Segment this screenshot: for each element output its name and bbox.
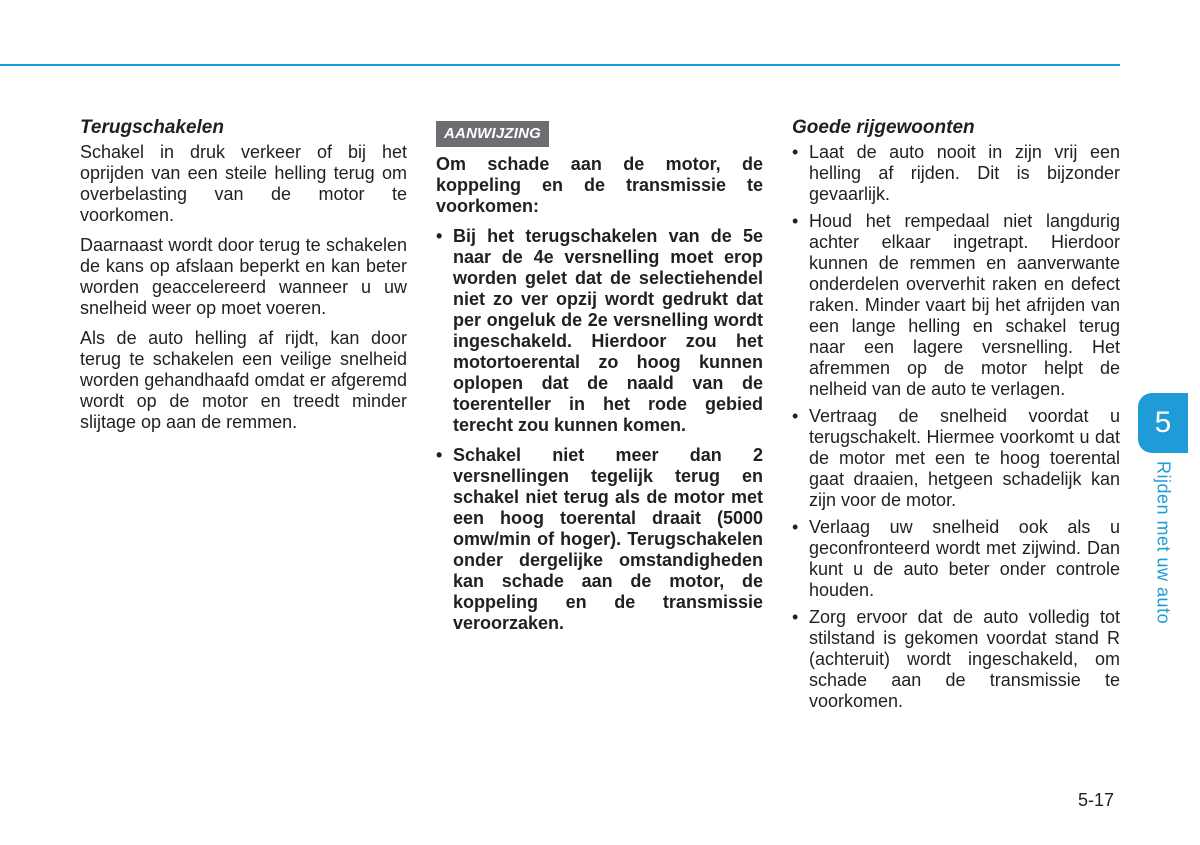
top-accent-rule bbox=[0, 64, 1120, 66]
list-item bbox=[792, 517, 1120, 601]
list-item-text: Schakel niet meer dan 2 versnellingen tegelijk terug en schakel niet terug als de motor met een hoog toerental draait (5000 omw/min of hoger). Terugschakelen onder dergelijke omstandigheden kan schade aan de motor, de koppeling en de transmissie veroorzaken. bbox=[453, 445, 763, 633]
list-item bbox=[436, 445, 763, 634]
list-item-text: Vertraag de snelheid voordat u terugschakelt. Hiermee voorkomt u dat de motor met een te hoog toerental gaat draaien, hetgeen schadelijk kan zijn voor de motor. bbox=[809, 406, 1120, 510]
chapter-title bbox=[1135, 460, 1191, 625]
tips-bullet-list bbox=[792, 142, 1120, 712]
chapter-title-text: Rijden met uw auto bbox=[1153, 460, 1174, 625]
list-item bbox=[792, 607, 1120, 712]
list-item-text: Bij het terugschakelen van de 5e naar de 4e versnelling moet erop worden gelet dat de selectiehendel niet zo ver opzij wordt gedrukt dat per ongeluk de 2e versnelling wordt ingeschakeld. Hierdoor zou het motortoerental zo hoog kunnen oplopen dat de naald van de toerenteller in het rode gebied terecht zou kunnen komen. bbox=[453, 226, 763, 435]
list-item-text: Houd het rempedaal niet langdurig achter elkaar ingetrapt. Hierdoor kunnen de remmen en aanverwante onderdelen oververhit raken en defect raken. Minder vaart bij het afrijden van een lange helling en schakel terug naar een lagere versnelling. Het afremmen op de motor helpt de nelheid van de auto te verlagen. bbox=[809, 211, 1120, 399]
list-item-text: Zorg ervoor dat de auto volledig tot stilstand is gekomen voordat stand R (achteruit) wordt ingeschakeld, om schade aan de transmissie te voorkomen. bbox=[809, 607, 1120, 711]
list-item bbox=[792, 211, 1120, 400]
notice-intro: Om schade aan de motor, de koppeling en de transmissie te voorkomen: bbox=[436, 154, 763, 216]
bullet-icon: • bbox=[792, 517, 799, 537]
paragraph: Als de auto helling af rijdt, kan door terug te schakelen een veilige snelheid worden gehandhaafd omdat er afgeremd wordt op de motor en treedt minder slijtage op aan de remmen. bbox=[80, 328, 407, 432]
bullet-icon: • bbox=[792, 142, 799, 162]
bullet-icon: • bbox=[436, 445, 443, 465]
list-item-text: Verlaag uw snelheid ook als u geconfronteerd wordt met zijwind. Dan kunt u de auto beter onder controle houden. bbox=[809, 517, 1120, 600]
page-number: 5-17 bbox=[1078, 790, 1115, 810]
paragraph: Schakel in druk verkeer of bij het oprijden van een steile helling terug om overbelasting van de motor te voorkomen. bbox=[80, 142, 407, 225]
chapter-number-tab: 5 bbox=[1138, 393, 1188, 453]
paragraph: Daarnaast wordt door terug te schakelen de kans op afslaan beperkt en kan beter worden geaccelereerd wanneer u uw snelheid weer op moet voeren. bbox=[80, 235, 407, 318]
bullet-icon: • bbox=[436, 226, 443, 246]
left-column bbox=[80, 116, 407, 442]
list-item bbox=[792, 406, 1120, 511]
list-item bbox=[792, 142, 1120, 205]
notice-label: AANWIJZING bbox=[436, 121, 549, 147]
section-heading-terugschakelen: Terugschakelen bbox=[80, 117, 224, 138]
list-item bbox=[436, 226, 763, 436]
section-heading-goede-rijgewoonten: Goede rijgewoonten bbox=[792, 117, 975, 138]
notice-bullet-list bbox=[436, 226, 763, 634]
bullet-icon: • bbox=[792, 211, 799, 231]
bullet-icon: • bbox=[792, 607, 799, 627]
right-column bbox=[792, 116, 1120, 718]
bullet-icon: • bbox=[792, 406, 799, 426]
notice-column bbox=[436, 116, 763, 643]
list-item-text: Laat de auto nooit in zijn vrij een helling af rijden. Dit is bijzonder gevaarlijk. bbox=[809, 142, 1120, 204]
